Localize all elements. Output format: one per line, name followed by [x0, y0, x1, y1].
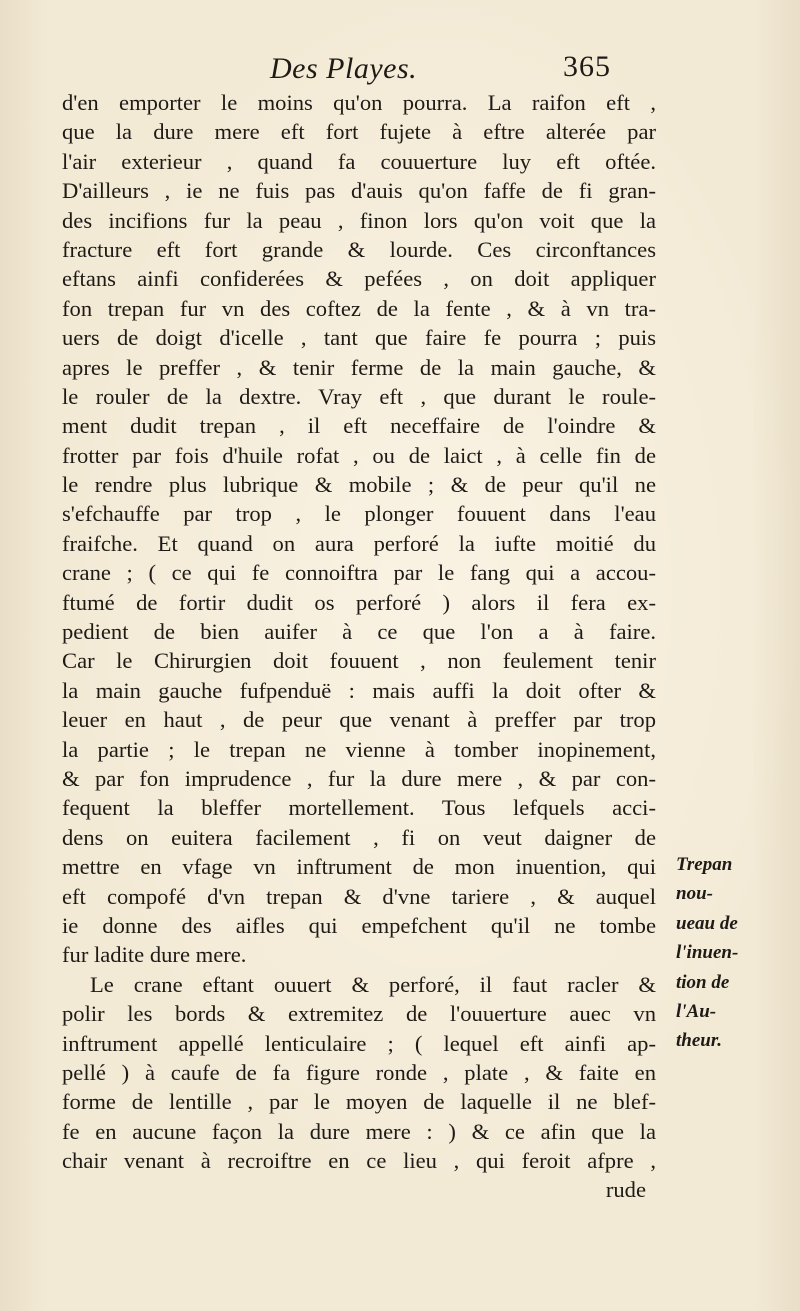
margin-note-line: Trepan	[676, 854, 733, 875]
text-line: fracture eft fort grande & lourde. Ces circonftances	[62, 236, 656, 262]
text-line: mettre en vfage vn inftrument de mon inuention, qui	[62, 854, 656, 880]
text-line: eft compofé d'vn trepan & d'vne tariere , & auquel	[62, 883, 656, 909]
text-line: leuer en haut , de peur que venant à preffer par trop	[62, 707, 656, 733]
text-line: uers de doigt d'icelle , tant que faire fe pourra ; puis	[62, 325, 656, 351]
text-line: fe en aucune façon la dure mere : ) & ce afin que la	[62, 1118, 656, 1144]
text-line: D'ailleurs , ie ne fuis pas d'auis qu'on faffe de fi gran-	[62, 178, 656, 204]
margin-note-line: l'Au-	[676, 1001, 717, 1023]
text-line: Le crane eftant ouuert & perforé, il faut racler &	[90, 971, 656, 997]
catchword: rude	[605, 1177, 646, 1203]
text-line: d'en emporter le moins qu'on pourra. La raifon eft ,	[62, 90, 656, 115]
text-line: s'efchauffe par trop , le plonger fouuent dans l'eau	[62, 501, 656, 527]
margin-note-line: ueau de	[676, 912, 738, 934]
margin-note-line: nou-	[676, 883, 713, 905]
text-line: Car le Chirurgien doit fouuent , non feulement tenir	[62, 648, 656, 674]
text-line: ftumé de fortir dudit os perforé ) alors il fera ex-	[62, 589, 656, 615]
text-line: l'air exterieur , quand fa couuerture luy eft oftée.	[62, 148, 656, 174]
text-line: ie donne des aifles qui empefchent qu'il ne tombe	[62, 912, 656, 938]
text-line: eftans ainfi confiderées & pefées , on doit appliquer	[62, 266, 656, 292]
text-line: le rendre plus lubrique & mobile ; & de peur qu'il ne	[62, 472, 656, 498]
text-line: frotter par fois d'huile rofat , ou de laict , à celle fin de	[62, 442, 656, 468]
margin-note	[676, 850, 786, 1056]
text-line: fraifche. Et quand on aura perforé la iufte moitié du	[62, 530, 656, 556]
margin-note-line: tion de	[676, 971, 730, 993]
text-line: que la dure mere eft fort fujete à eftre alterée par	[62, 119, 656, 145]
text-line: des incifions fur la peau , finon lors qu'on voit que la	[62, 207, 656, 233]
text-line: la main gauche fufpenduë : mais auffi la doit ofter &	[62, 677, 656, 703]
page-number: 365	[563, 50, 611, 83]
text-line: la partie ; le trepan ne vienne à tomber inopinement,	[62, 736, 656, 762]
text-line: fur ladite dure mere.	[62, 942, 247, 968]
margin-note-line: theur.	[676, 1030, 722, 1052]
text-line: le rouler de la dextre. Vray eft , que durant le roule-	[62, 383, 656, 409]
running-head: Des Playes.	[270, 52, 418, 85]
text-line: fon trepan fur vn des coftez de la fente , & à vn tra-	[62, 295, 656, 321]
text-line: fequent la bleffer mortellement. Tous lefquels acci-	[62, 795, 656, 821]
text-line: pellé ) à caufe de fa figure ronde , plate , & faite en	[62, 1059, 656, 1085]
text-line: inftrument appellé lenticulaire ; ( lequel eft ainfi ap-	[62, 1030, 656, 1056]
body-text	[62, 88, 656, 1205]
text-line: dens on euitera facilement , fi on veut daigner de	[62, 824, 656, 850]
text-line: ment dudit trepan , il eft neceffaire de l'oindre &	[62, 413, 656, 439]
text-line: pedient de bien auifer à ce que l'on a à faire.	[62, 619, 656, 645]
text-line: chair venant à recroiftre en ce lieu , qui feroit afpre ,	[62, 1148, 656, 1174]
text-line: crane ; ( ce qui fe connoiftra par le fang qui a accou-	[62, 560, 656, 586]
margin-note-line: l'inuen-	[676, 942, 739, 964]
text-line: & par fon imprudence , fur la dure mere , & par con-	[62, 765, 656, 791]
text-line: forme de lentille , par le moyen de laquelle il ne blef-	[62, 1089, 656, 1115]
text-line: polir les bords & extremitez de l'ouuerture auec vn	[62, 1001, 656, 1027]
text-line: apres le preffer , & tenir ferme de la main gauche, &	[62, 354, 656, 380]
